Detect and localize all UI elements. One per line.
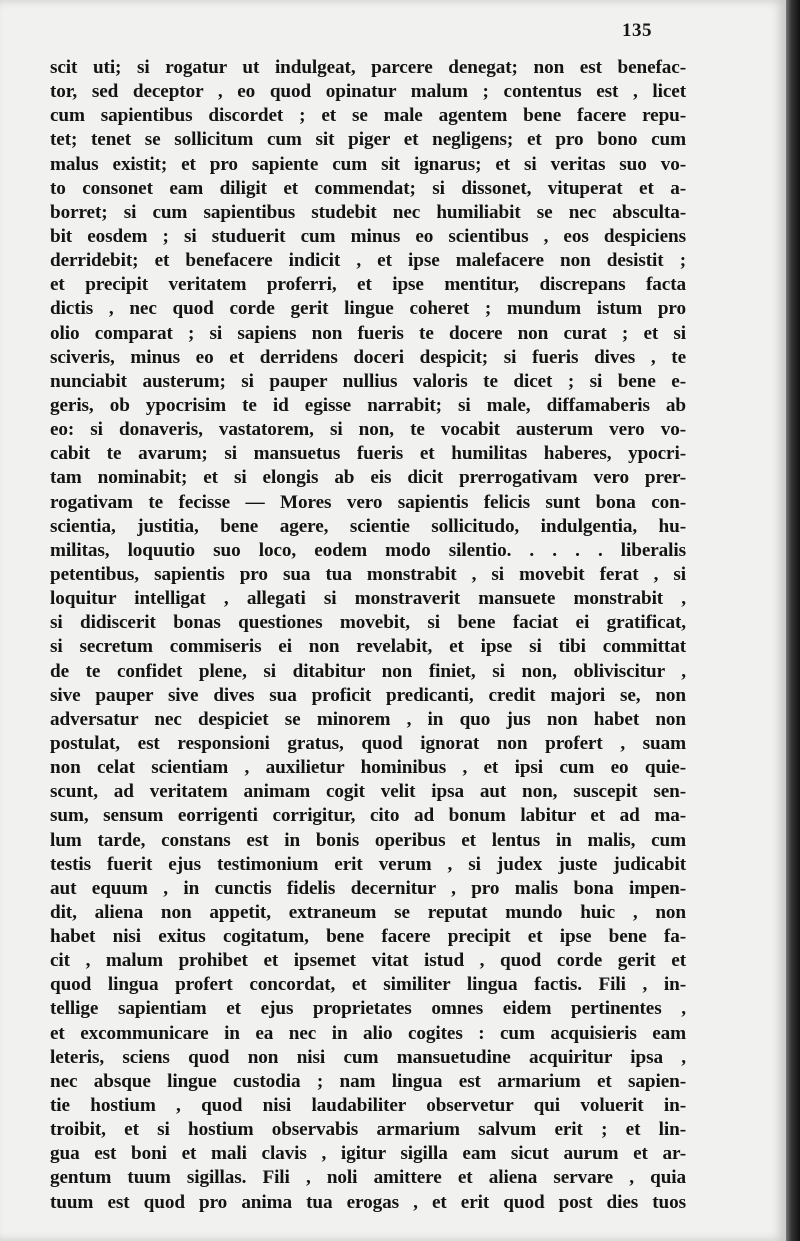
text-line: tet; tenet se sollicitum cum sit piger et negligens; et pro bono cum xyxy=(50,129,686,151)
text-line: si didiscerit bonas questiones movebit, si bene faciat ei gratificat, xyxy=(50,612,686,634)
text-line: quod lingua profert concordat, et similiter lingua factis. Fili , in- xyxy=(50,974,686,996)
text-line: tam nominabit; et si elongis ab eis dicit prerrogativam vero prer- xyxy=(50,467,686,489)
text-line: cum sapientibus discordet ; et se male agentem bene facere repu- xyxy=(50,105,686,127)
text-line: to consonet eam diligit et commendat; si dissonet, vituperat et a- xyxy=(50,177,686,199)
text-line: eo: si donaveris, vastatorem, si non, te vocabit austerum vero vo- xyxy=(50,419,686,441)
text-line: petentibus, sapientis pro sua tua monstrabit , si movebit ferat , si xyxy=(50,563,686,585)
text-line: si secretum commiseris ei non revelabit, et ipse si tibi committat xyxy=(50,636,686,658)
text-line: scit uti; si rogatur ut indulgeat, parcere denegat; non est benefac- xyxy=(50,57,686,78)
text-line: et excommunicare in ea nec in alio cogites : cum acquisieris eam xyxy=(50,1022,686,1044)
text-line: tuum est quod pro anima tua erogas , et erit quod post dies tuos xyxy=(50,1191,686,1213)
text-line: adversatur nec despiciet se minorem , in quo jus non habet non xyxy=(50,708,686,730)
text-line: malus existit; et pro sapiente cum sit ignarus; et si veritas suo vo- xyxy=(50,153,686,175)
text-line: nec absque lingue custodia ; nam lingua est armarium et sapien- xyxy=(50,1070,686,1092)
text-line: non celat scientiam , auxilietur hominibus , et ipsi cum eo quie- xyxy=(50,757,686,779)
page-edge xyxy=(786,0,800,1241)
text-line: tor, sed deceptor , eo quod opinatur malum ; contentus est , licet xyxy=(50,81,686,103)
text-line: tie hostium , quod nisi laudabiliter observetur qui voluerit in- xyxy=(50,1095,686,1117)
text-line: postulat, est responsioni gratus, quod ignorat non profert , suam xyxy=(50,732,686,754)
text-line: borret; si cum sapientibus studebit nec humiliabit se nec absculta- xyxy=(50,201,686,223)
text-line: gua est boni et mali clavis , igitur sigilla eam sicut aurum et ar- xyxy=(50,1143,686,1165)
text-line: dit, aliena non appetit, extraneum se reputat mundo huic , non xyxy=(50,901,686,923)
text-line: scientia, justitia, bene agere, scientie sollicitudo, indulgentia, hu- xyxy=(50,515,686,537)
text-line: sum, sensum eorrigenti corrigitur, cito ad bonum labitur et ad ma- xyxy=(50,805,686,827)
text-line: rogativam te fecisse — Mores vero sapientis felicis sunt bona con- xyxy=(50,491,686,513)
text-line: testis fuerit ejus testimonium erit verum , si judex juste judicabit xyxy=(50,853,686,875)
text-line: lum tarde, constans est in bonis operibus et lentus in malis, cum xyxy=(50,829,686,851)
text-line: et precipit veritatem proferri, et ipse mentitur, discrepans facta xyxy=(50,274,686,296)
text-line: de te confidet plene, si ditabitur non finiet, si non, obliviscitur , xyxy=(50,660,686,682)
text-line: aut equum , in cunctis fidelis decernitur , pro malis bona impen- xyxy=(50,877,686,899)
page-number: 135 xyxy=(622,20,652,41)
text-line: cabit te avarum; si mansuetus fueris et humilitas haberes, ypocri- xyxy=(50,443,686,465)
text-line: nunciabit austerum; si pauper nullius valoris te dicet ; si bene e- xyxy=(50,370,686,392)
text-line: loquitur intelligat , allegati si monstraverit mansuete monstrabit , xyxy=(50,588,686,610)
text-line: habet nisi exitus cogitatum, bene facere precipit et ipse bene fa- xyxy=(50,926,686,948)
text-line: scunt, ad veritatem animam cogit velit ipsa aut non, suscepit sen- xyxy=(50,781,686,803)
text-line: tellige sapientiam et ejus proprietates omnes eidem pertinentes , xyxy=(50,998,686,1020)
text-line: bit eosdem ; si studuerit cum minus eo scientibus , eos despiciens xyxy=(50,225,686,247)
text-line: cit , malum prohibet et ipsemet vitat istud , quod corde gerit et xyxy=(50,950,686,972)
text-line: geris, ob ypocrisim te id egisse narrabit; si male, diffamaberis ab xyxy=(50,394,686,416)
text-line: dictis , nec quod corde gerit lingue coheret ; mundum istum pro xyxy=(50,298,686,320)
text-line: leteris, sciens quod non nisi cum mansuetudine acquiritur ipsa , xyxy=(50,1046,686,1068)
text-line: sive pauper sive dives sua proficit predicanti, credit majori se, non xyxy=(50,684,686,706)
text-line: olio comparat ; si sapiens non fueris te docere non curat ; et si xyxy=(50,322,686,344)
body-text xyxy=(50,56,686,1215)
text-line: derridebit; et benefacere indicit , et ipse malefacere non desistit ; xyxy=(50,250,686,272)
text-line: gentum tuum sigillas. Fili , noli amittere et aliena servare , quia xyxy=(50,1167,686,1189)
text-line: troibit, et si hostium observabis armarium salvum erit ; et lin- xyxy=(50,1119,686,1141)
text-line: militas, loquutio suo loco, eodem modo silentio. . . . . liberalis xyxy=(50,539,686,561)
text-line: sciveris, minus eo et derridens doceri despicit; si fueris dives , te xyxy=(50,346,686,368)
